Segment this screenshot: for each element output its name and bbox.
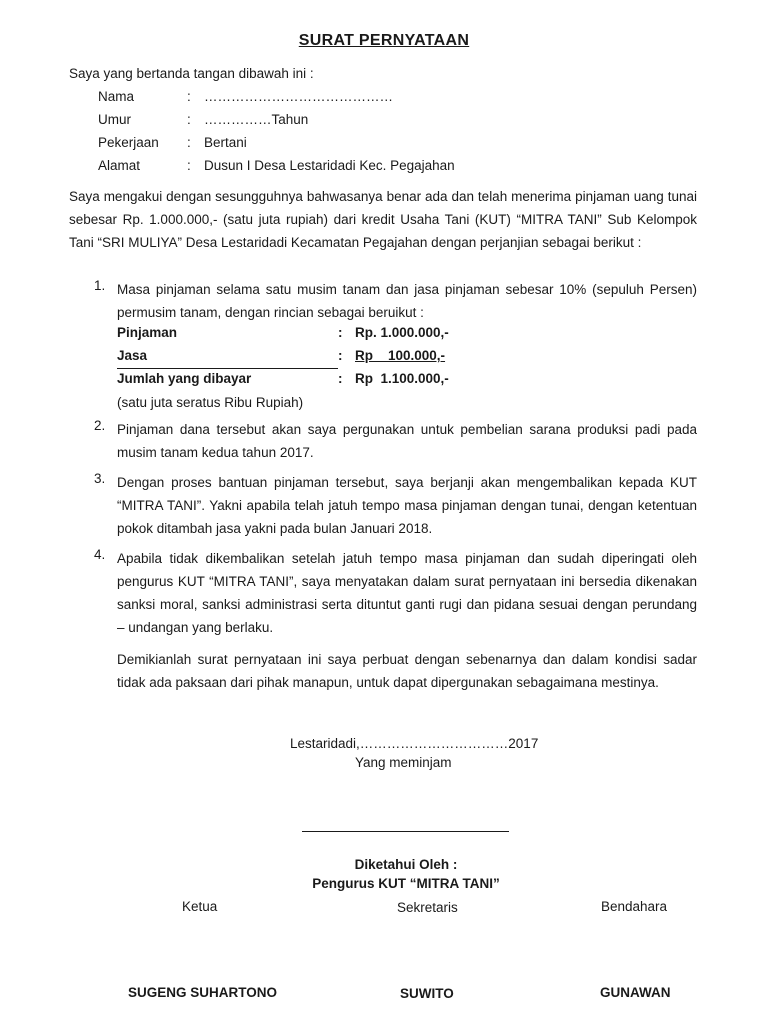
page-title: SURAT PERNYATAAN [298,32,470,49]
loan-colon: : [338,348,343,363]
sum-underline [117,368,338,369]
field-value-pekerjaan: Bertani [204,135,247,150]
loan-colon: : [338,371,343,386]
item-text: Pinjaman dana tersebut akan saya pergunakan untuk pembelian sarana produksi padi pada musim tanam kedua tahun 2017. [117,422,697,460]
loan-label-pinjaman: Pinjaman [117,325,178,340]
field-value-alamat: Dusun I Desa Lestaridadi Kec. Pegajahan [204,158,455,173]
field-colon: : [187,112,191,127]
item-number: 4. [94,547,106,562]
role-secretary: Sekretaris [397,900,458,915]
field-colon: : [187,89,191,104]
loan-amount-words: (satu juta seratus Ribu Rupiah) [117,395,304,410]
item-text: Masa pinjaman selama satu musim tanam dan jasa pinjaman sebesar 10% (sepuluh Persen) permusim tanam, dengan rincian sebagai beruikut : [117,282,697,320]
field-label-alamat: Alamat [98,158,141,173]
place-date: Lestaridadi,……………………………2017 [290,736,539,751]
known-by-label: Diketahui Oleh : [354,857,458,872]
signature-line [302,831,509,832]
loan-value-total: Rp 1.100.000,- [355,371,449,386]
committee-label: Pengurus KUT “MITRA TANI” [312,876,500,891]
item-text: Apabila tidak dikembalikan setelah jatuh tempo masa pinjaman dan sudah diperingati oleh pengurus KUT “MITRA TANI”, saya menyatakan dalam surat pernyataan ini bersedia dikenakan sanksi moral, sanksi administrasi serta dituntut ganti rugi dan pidana sesuai dengan perundang – undangan yang berlaku. [117,551,697,635]
loan-label-jasa: Jasa [117,348,148,363]
field-value-nama: …………………………………… [204,89,393,104]
loan-label-total: Jumlah yang dibayar [117,371,252,386]
name-chair: SUGENG SUHARTONO [128,985,278,1000]
role-chair: Ketua [182,899,218,914]
loan-value-jasa: Rp 100.000,- [355,348,446,363]
item-number: 3. [94,471,106,486]
item-number: 1. [94,278,106,293]
role-treasurer: Bendahara [601,899,668,914]
loan-value-pinjaman: Rp. 1.000.000,- [355,325,449,340]
intro-text: Saya yang bertanda tangan dibawah ini : [69,66,314,81]
field-label-nama: Nama [98,89,135,104]
closing-paragraph: Demikianlah surat pernyataan ini saya perbuat dengan sebenarnya dan dalam kondisi sadar tidak ada paksaan dari pihak manapun, untuk dapat dipergunakan sebagaimana mestinya. [117,652,697,690]
item-number: 2. [94,418,106,433]
field-label-pekerjaan: Pekerjaan [98,135,159,150]
field-colon: : [187,158,191,173]
field-value-umur: ……………Tahun [204,112,309,127]
name-treasurer: GUNAWAN [600,985,671,1000]
field-colon: : [187,135,191,150]
statement-paragraph: Saya mengakui dengan sesungguhnya bahwasanya benar ada dan telah menerima pinjaman uang tunai sebesar Rp. 1.000.000,- (satu juta rupiah) dari kredit Usaha Tani (KUT) “MITRA TANI” Sub Kelompok Tani “SRI MULIYA” Desa Lestaridadi Kecamatan Pegajahan dengan perjanjian sebagai berikut : [69,189,697,250]
loan-colon: : [338,325,343,340]
name-secretary: SUWITO [400,986,454,1001]
borrower-label: Yang meminjam [355,755,452,770]
item-text: Dengan proses bantuan pinjaman tersebut, saya berjanji akan mengembalikan kepada KUT “MITRA TANI”. Yakni apabila telah jatuh tempo masa pinjaman dengan tunai, dengan ketentuan pokok ditambah jasa yakni pada bulan Januari 2018. [117,475,697,536]
field-label-umur: Umur [98,112,131,127]
